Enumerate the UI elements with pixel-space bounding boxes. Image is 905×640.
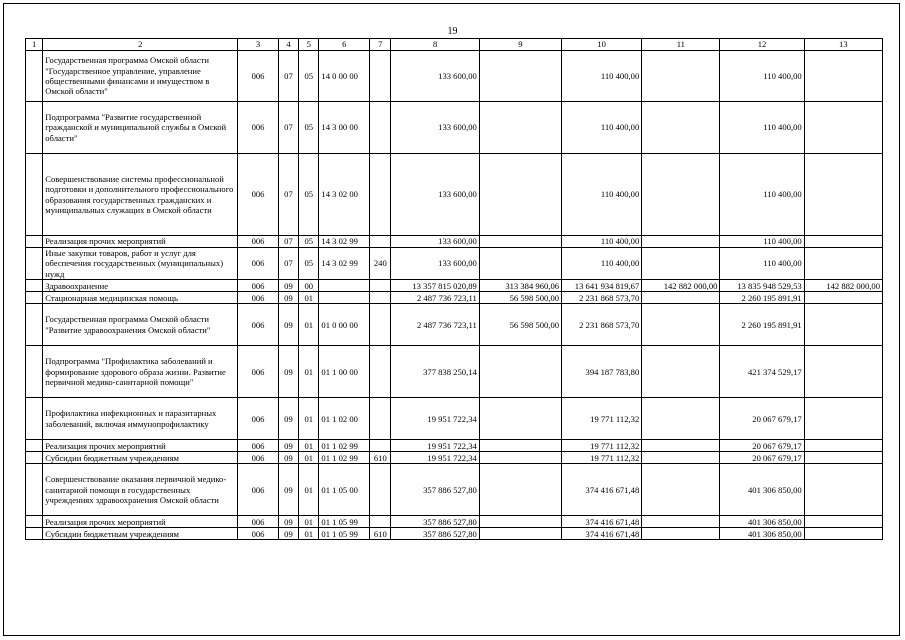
cell-col-8: 19 951 722,34 <box>391 440 479 452</box>
cell-col-6: 01 1 00 00 <box>319 346 370 398</box>
cell-col-11 <box>642 346 720 398</box>
cell-col-3: 006 <box>238 292 279 304</box>
table-row <box>26 236 883 248</box>
cell-col-13 <box>804 292 882 304</box>
table-row <box>26 528 883 540</box>
cell-col-3: 006 <box>238 248 279 280</box>
row-index-cell <box>26 280 43 292</box>
cell-col-7 <box>370 516 391 528</box>
row-index-cell <box>26 248 43 280</box>
cell-col-7 <box>370 346 391 398</box>
cell-col-11 <box>642 440 720 452</box>
row-name: Профилактика инфекционных и паразитарных заболеваний, включая иммунопрофилактику <box>43 398 238 440</box>
column-header-7: 7 <box>370 39 391 51</box>
column-header-12: 12 <box>720 39 804 51</box>
cell-col-9 <box>479 346 561 398</box>
cell-col-12: 20 067 679,17 <box>720 452 804 464</box>
table-row <box>26 154 883 236</box>
cell-col-6: 14 3 02 00 <box>319 154 370 236</box>
cell-col-8: 2 487 736 723,11 <box>391 292 479 304</box>
row-name: Здравоохранение <box>43 280 238 292</box>
cell-col-11 <box>642 528 720 540</box>
table-row <box>26 280 883 292</box>
row-index-cell <box>26 346 43 398</box>
cell-col-5: 01 <box>299 464 319 516</box>
cell-col-7 <box>370 398 391 440</box>
cell-col-12: 110 400,00 <box>720 248 804 280</box>
cell-col-8: 133 600,00 <box>391 154 479 236</box>
table-row <box>26 464 883 516</box>
cell-col-6 <box>319 280 370 292</box>
cell-col-8: 357 886 527,80 <box>391 464 479 516</box>
cell-col-9 <box>479 516 561 528</box>
cell-col-7 <box>370 154 391 236</box>
row-index-cell <box>26 516 43 528</box>
row-name: Реализация прочих мероприятий <box>43 236 238 248</box>
cell-col-5: 01 <box>299 304 319 346</box>
cell-col-9: 56 598 500,00 <box>479 292 561 304</box>
cell-col-12: 110 400,00 <box>720 236 804 248</box>
cell-col-3: 006 <box>238 440 279 452</box>
cell-col-11 <box>642 51 720 102</box>
row-name: Реализация прочих мероприятий <box>43 440 238 452</box>
cell-col-4: 09 <box>278 292 298 304</box>
row-index-cell <box>26 51 43 102</box>
cell-col-5: 01 <box>299 528 319 540</box>
row-index-cell <box>26 154 43 236</box>
cell-col-7 <box>370 440 391 452</box>
column-header-4: 4 <box>278 39 298 51</box>
cell-col-13 <box>804 452 882 464</box>
cell-col-4: 09 <box>278 452 298 464</box>
row-index-cell <box>26 102 43 154</box>
cell-col-8: 133 600,00 <box>391 51 479 102</box>
cell-col-7 <box>370 280 391 292</box>
cell-col-13 <box>804 154 882 236</box>
cell-col-3: 006 <box>238 154 279 236</box>
cell-col-12: 110 400,00 <box>720 154 804 236</box>
cell-col-3: 006 <box>238 398 279 440</box>
column-header-2: 2 <box>43 39 238 51</box>
cell-col-13 <box>804 464 882 516</box>
column-header-11: 11 <box>642 39 720 51</box>
column-header-3: 3 <box>238 39 279 51</box>
cell-col-5: 05 <box>299 248 319 280</box>
cell-col-6: 01 1 05 99 <box>319 516 370 528</box>
cell-col-6: 01 1 02 00 <box>319 398 370 440</box>
cell-col-13 <box>804 248 882 280</box>
cell-col-3: 006 <box>238 516 279 528</box>
cell-col-9 <box>479 248 561 280</box>
cell-col-6: 14 3 00 00 <box>319 102 370 154</box>
cell-col-7 <box>370 464 391 516</box>
cell-col-6: 01 1 05 00 <box>319 464 370 516</box>
cell-col-4: 07 <box>278 51 298 102</box>
cell-col-4: 07 <box>278 248 298 280</box>
cell-col-6 <box>319 292 370 304</box>
cell-col-9 <box>479 440 561 452</box>
cell-col-10: 374 416 671,48 <box>562 464 642 516</box>
cell-col-12: 421 374 529,17 <box>720 346 804 398</box>
cell-col-11 <box>642 516 720 528</box>
cell-col-9: 313 384 960,06 <box>479 280 561 292</box>
cell-col-7 <box>370 236 391 248</box>
cell-col-9 <box>479 464 561 516</box>
cell-col-4: 09 <box>278 440 298 452</box>
cell-col-11: 142 882 000,00 <box>642 280 720 292</box>
cell-col-11 <box>642 236 720 248</box>
cell-col-4: 09 <box>278 398 298 440</box>
cell-col-12: 13 835 948 529,53 <box>720 280 804 292</box>
cell-col-6: 01 1 05 99 <box>319 528 370 540</box>
row-name: Реализация прочих мероприятий <box>43 516 238 528</box>
cell-col-9 <box>479 51 561 102</box>
cell-col-13 <box>804 528 882 540</box>
cell-col-4: 09 <box>278 516 298 528</box>
cell-col-13 <box>804 440 882 452</box>
cell-col-10: 110 400,00 <box>562 102 642 154</box>
cell-col-5: 01 <box>299 346 319 398</box>
cell-col-6: 01 1 02 99 <box>319 440 370 452</box>
budget-table <box>25 38 883 540</box>
cell-col-10: 19 771 112,32 <box>562 440 642 452</box>
cell-col-8: 2 487 736 723,11 <box>391 304 479 346</box>
column-header-10: 10 <box>562 39 642 51</box>
cell-col-4: 07 <box>278 102 298 154</box>
cell-col-13 <box>804 304 882 346</box>
table-row <box>26 516 883 528</box>
table-header-row <box>26 39 883 51</box>
cell-col-9 <box>479 154 561 236</box>
cell-col-3: 006 <box>238 51 279 102</box>
cell-col-13 <box>804 51 882 102</box>
cell-col-4: 07 <box>278 236 298 248</box>
cell-col-8: 13 357 815 020,89 <box>391 280 479 292</box>
cell-col-8: 357 886 527,80 <box>391 516 479 528</box>
row-name: Иные закупки товаров, работ и услуг для обеспечения государственных (муниципальных) нужд <box>43 248 238 280</box>
cell-col-4: 09 <box>278 304 298 346</box>
cell-col-12: 110 400,00 <box>720 51 804 102</box>
column-header-9: 9 <box>479 39 561 51</box>
table-row <box>26 398 883 440</box>
cell-col-5: 01 <box>299 440 319 452</box>
table-row <box>26 292 883 304</box>
table-row <box>26 102 883 154</box>
column-header-5: 5 <box>299 39 319 51</box>
cell-col-9 <box>479 528 561 540</box>
cell-col-11 <box>642 154 720 236</box>
cell-col-5: 01 <box>299 398 319 440</box>
cell-col-10: 19 771 112,32 <box>562 452 642 464</box>
cell-col-4: 07 <box>278 154 298 236</box>
row-index-cell <box>26 292 43 304</box>
cell-col-11 <box>642 292 720 304</box>
cell-col-5: 00 <box>299 280 319 292</box>
table-row <box>26 304 883 346</box>
cell-col-8: 19 951 722,34 <box>391 398 479 440</box>
cell-col-12: 20 067 679,17 <box>720 440 804 452</box>
row-name: Подпрограмма "Профилактика заболеваний и формирование здорового образа жизни. Развитие первичной медико-санитарной помощи" <box>43 346 238 398</box>
cell-col-10: 110 400,00 <box>562 236 642 248</box>
cell-col-9 <box>479 398 561 440</box>
table-row <box>26 440 883 452</box>
cell-col-9 <box>479 236 561 248</box>
row-name: Совершенствование оказания первичной медико-санитарной помощи в государственных учреждениях здравоохранения Омской области <box>43 464 238 516</box>
cell-col-6: 14 0 00 00 <box>319 51 370 102</box>
row-name: Субсидии бюджетным учреждениям <box>43 528 238 540</box>
cell-col-10: 2 231 868 573,70 <box>562 292 642 304</box>
cell-col-13 <box>804 516 882 528</box>
cell-col-3: 006 <box>238 452 279 464</box>
row-index-cell <box>26 304 43 346</box>
cell-col-12: 20 067 679,17 <box>720 398 804 440</box>
cell-col-13 <box>804 102 882 154</box>
cell-col-8: 377 838 250,14 <box>391 346 479 398</box>
cell-col-8: 133 600,00 <box>391 248 479 280</box>
cell-col-8: 133 600,00 <box>391 236 479 248</box>
cell-col-6: 14 3 02 99 <box>319 236 370 248</box>
cell-col-6: 14 3 02 99 <box>319 248 370 280</box>
cell-col-11 <box>642 304 720 346</box>
cell-col-3: 006 <box>238 346 279 398</box>
column-header-1: 1 <box>26 39 43 51</box>
cell-col-7 <box>370 102 391 154</box>
row-name: Государственная программа Омской области "Государственное управление, управление общественными финансами и имуществом в Омской области" <box>43 51 238 102</box>
cell-col-4: 09 <box>278 464 298 516</box>
row-index-cell <box>26 452 43 464</box>
row-index-cell <box>26 528 43 540</box>
row-index-cell <box>26 440 43 452</box>
cell-col-5: 05 <box>299 51 319 102</box>
cell-col-11 <box>642 464 720 516</box>
cell-col-4: 09 <box>278 280 298 292</box>
cell-col-7: 610 <box>370 528 391 540</box>
cell-col-9 <box>479 102 561 154</box>
cell-col-12: 2 260 195 891,91 <box>720 304 804 346</box>
cell-col-5: 01 <box>299 516 319 528</box>
cell-col-10: 13 641 934 819,67 <box>562 280 642 292</box>
cell-col-5: 01 <box>299 292 319 304</box>
cell-col-3: 006 <box>238 528 279 540</box>
cell-col-11 <box>642 248 720 280</box>
cell-col-3: 006 <box>238 464 279 516</box>
table-body <box>26 39 883 540</box>
cell-col-10: 110 400,00 <box>562 248 642 280</box>
cell-col-11 <box>642 452 720 464</box>
table-row <box>26 248 883 280</box>
cell-col-3: 006 <box>238 102 279 154</box>
cell-col-6: 01 1 02 99 <box>319 452 370 464</box>
cell-col-10: 374 416 671,48 <box>562 516 642 528</box>
table-row <box>26 452 883 464</box>
cell-col-13 <box>804 346 882 398</box>
cell-col-3: 006 <box>238 304 279 346</box>
cell-col-10: 2 231 868 573,70 <box>562 304 642 346</box>
table-row <box>26 51 883 102</box>
cell-col-6: 01 0 00 00 <box>319 304 370 346</box>
cell-col-4: 09 <box>278 346 298 398</box>
cell-col-7 <box>370 292 391 304</box>
cell-col-9 <box>479 452 561 464</box>
row-name: Подпрограмма "Развитие государственной гражданской и муниципальной службы в Омской области" <box>43 102 238 154</box>
table-row <box>26 346 883 398</box>
cell-col-11 <box>642 102 720 154</box>
cell-col-10: 110 400,00 <box>562 51 642 102</box>
cell-col-13 <box>804 398 882 440</box>
cell-col-8: 357 886 527,80 <box>391 528 479 540</box>
column-header-6: 6 <box>319 39 370 51</box>
column-header-8: 8 <box>391 39 479 51</box>
cell-col-10: 110 400,00 <box>562 154 642 236</box>
cell-col-3: 006 <box>238 280 279 292</box>
cell-col-7: 610 <box>370 452 391 464</box>
cell-col-7 <box>370 51 391 102</box>
row-name: Совершенствование системы профессиональной подготовки и дополнительного профессионального образования государственных гражданских и муниципальных служащих в Омской области <box>43 154 238 236</box>
row-name: Государственная программа Омской области "Развитие здравоохранения Омской области" <box>43 304 238 346</box>
cell-col-10: 374 416 671,48 <box>562 528 642 540</box>
cell-col-11 <box>642 398 720 440</box>
cell-col-5: 05 <box>299 102 319 154</box>
row-index-cell <box>26 464 43 516</box>
cell-col-13 <box>804 236 882 248</box>
cell-col-5: 05 <box>299 236 319 248</box>
row-index-cell <box>26 398 43 440</box>
row-index-cell <box>26 236 43 248</box>
row-name: Стационарная медицинская помощь <box>43 292 238 304</box>
cell-col-8: 133 600,00 <box>391 102 479 154</box>
row-name: Субсидии бюджетным учреждениям <box>43 452 238 464</box>
cell-col-12: 110 400,00 <box>720 102 804 154</box>
column-header-13: 13 <box>804 39 882 51</box>
cell-col-12: 401 306 850,00 <box>720 528 804 540</box>
cell-col-7 <box>370 304 391 346</box>
cell-col-7: 240 <box>370 248 391 280</box>
cell-col-8: 19 951 722,34 <box>391 452 479 464</box>
cell-col-4: 09 <box>278 528 298 540</box>
cell-col-5: 05 <box>299 154 319 236</box>
page-number: 19 <box>447 26 458 37</box>
cell-col-10: 19 771 112,32 <box>562 398 642 440</box>
cell-col-3: 006 <box>238 236 279 248</box>
cell-col-5: 01 <box>299 452 319 464</box>
cell-col-12: 401 306 850,00 <box>720 464 804 516</box>
cell-col-12: 2 260 195 891,91 <box>720 292 804 304</box>
cell-col-13: 142 882 000,00 <box>804 280 882 292</box>
cell-col-9: 56 598 500,00 <box>479 304 561 346</box>
cell-col-12: 401 306 850,00 <box>720 516 804 528</box>
cell-col-10: 394 187 783,80 <box>562 346 642 398</box>
